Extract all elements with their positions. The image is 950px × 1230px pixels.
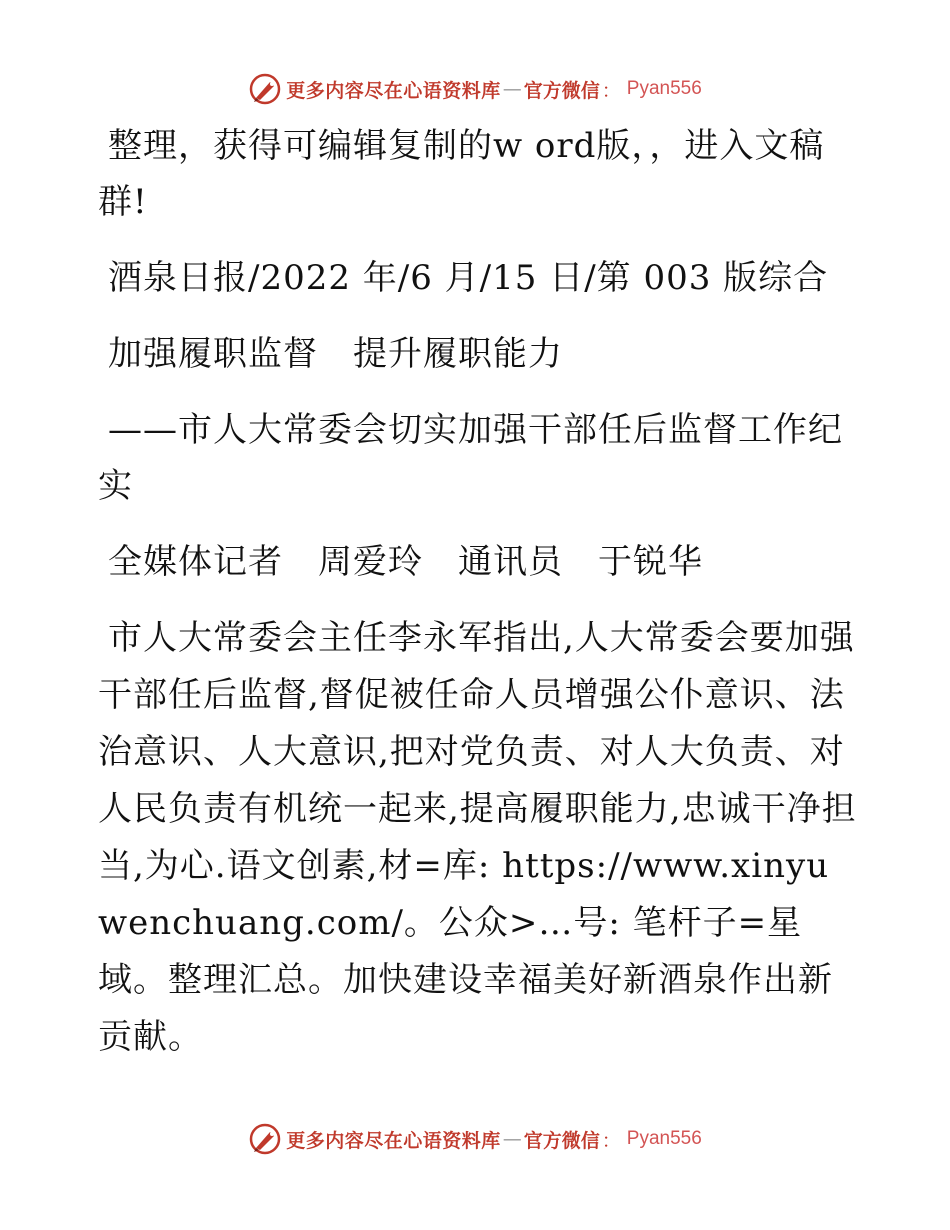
banner-contact-id: Pyan556	[626, 78, 702, 99]
banner-contact-id: Pyan556	[626, 1128, 702, 1149]
source-line: 酒泉日报/2022 年/6 月/15 日/第 003 版综合	[108, 258, 829, 298]
banner-text: 更多内容尽在心语资料库	[286, 79, 501, 102]
article-subtitle: ——市人大常委会切实加强干部任后监督工作纪实	[98, 410, 843, 506]
byline: 全媒体记者 周爱玲 通讯员 于锐华	[108, 542, 703, 582]
footer-banner	[0, 1122, 950, 1156]
banner-dash: —	[502, 78, 522, 100]
intro-paragraph: 整理，获得可编辑复制的w ord版，，进入文稿群!	[98, 126, 825, 222]
banner-separator: ：	[601, 1129, 621, 1152]
banner-separator: ：	[601, 79, 621, 102]
pen-nib-logo-icon	[248, 1122, 282, 1156]
document-body	[98, 118, 858, 1086]
banner-dash: —	[502, 1128, 522, 1150]
body-paragraph: 市人大常委会主任李永军指出,人大常委会要加强干部任后监督,督促被任命人员增强公仆意识、法治意识、人大意识,把对党负责、对人大负责、对人民负责有机统一起来,提高履职能力,忠诚干净担当,为心.语文创素,材=库: https://www.xinyuwenchuang.com/。公众>…号: 笔杆子=星域。整理汇总。加快建设幸福美好新酒泉作出新贡献。	[98, 618, 857, 1057]
header-banner	[0, 72, 950, 106]
banner-contact-label: 官方微信	[523, 1129, 600, 1152]
pen-nib-logo-icon	[248, 72, 282, 106]
banner-text: 更多内容尽在心语资料库	[286, 1129, 501, 1152]
banner-contact-label: 官方微信	[523, 79, 600, 102]
article-title: 加强履职监督 提升履职能力	[108, 334, 563, 374]
